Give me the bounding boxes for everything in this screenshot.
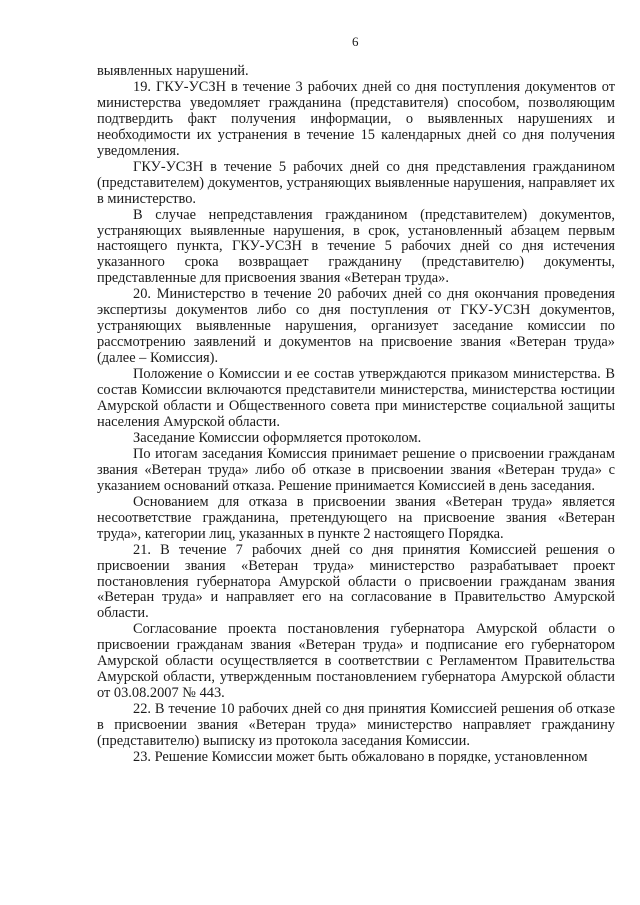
- page-number: 6: [352, 34, 359, 49]
- paragraph-item-19: 19. ГКУ-УСЗН в течение 3 рабочих дней со дня поступления документов от министерства уведомляет гражданина (представителя) способом, позволяющим подтвердить факт получения информации, о выявленных нарушениях и необходимости их устранения в течение 15 календарных дней со дня получения уведомления.: [97, 78, 615, 159]
- paragraph-refusal-grounds: Основанием для отказа в присвоении звания «Ветеран труда» является несоответствие гражданина, претендующего на присвоение звания «Ветеран труда», категории лиц, указанных в пункте 2 настоящего Порядка.: [97, 493, 615, 542]
- paragraph-continuation: выявленных нарушений.: [97, 63, 249, 79]
- paragraph-commission-composition: Положение о Комиссии и ее состав утверждаются приказом министерства. В состав Комиссии включаются представители министерства, министерства юстиции Амурской области и Общественного совета при министерстве социальной защиты населения Амурской области.: [97, 366, 615, 430]
- paragraph-gku-uszn-forward: ГКУ-УСЗН в течение 5 рабочих дней со дня представления гражданином (представителем) документов, устраняющих выявленные нарушения, направляет их в министерство.: [97, 158, 615, 207]
- paragraph-item-21: 21. В течение 7 рабочих дней со дня принятия Комиссией решения о присвоении звания «Ветеран труда» министерство разрабатывает проект постановления губернатора Амурской области о присвоении гражданам звания «Ветеран труда» и направляет его на согласование в Правительство Амурской области.: [97, 541, 615, 622]
- paragraph-commission-decision: По итогам заседания Комиссия принимает решение о присвоении гражданам звания «Ветеран труда» либо об отказе в присвоении звания «Ветеран труда» с указанием оснований отказа. Решение принимается Комиссией в день заседания.: [97, 445, 615, 494]
- paragraph-protocol: Заседание Комиссии оформляется протоколом.: [133, 429, 422, 446]
- paragraph-item-22: 22. В течение 10 рабочих дней со дня принятия Комиссией решения об отказе в присвоении звания «Ветеран труда» министерство направляет гражданину (представителю) выписку из протокола заседания Комиссии.: [97, 701, 615, 750]
- paragraph-item-20: 20. Министерство в течение 20 рабочих дней со дня окончания проведения экспертизы документов либо со дня поступления от ГКУ-УСЗН документов, устраняющих выявленные нарушения, организует заседание комиссии по рассмотрению заявлений и документов на присвоение звания «Ветеран труда» (далее – Комиссия).: [97, 286, 615, 367]
- paragraph-item-23: 23. Решение Комиссии может быть обжаловано в порядке, установленном: [133, 748, 588, 765]
- paragraph-non-submission: В случае непредставления гражданином (представителем) документов, устраняющих выявленные нарушения, в срок, установленный абзацем первым настоящего пункта, ГКУ-УСЗН в течение 5 рабочих дней со дня истечения указанного срока возвращает гражданину (представителю) документы, представленные для присвоения звания «Ветеран труда».: [97, 206, 615, 287]
- document-body: [97, 64, 615, 766]
- paragraph-approval: Согласование проекта постановления губернатора Амурской области о присвоении гражданам звания «Ветеран труда» и подписание его губернатором Амурской области осуществляется в соответствии с Регламентом Правительства Амурской области, утвержденным постановлением губернатора Амурской области от 03.08.2007 № 443.: [97, 621, 615, 702]
